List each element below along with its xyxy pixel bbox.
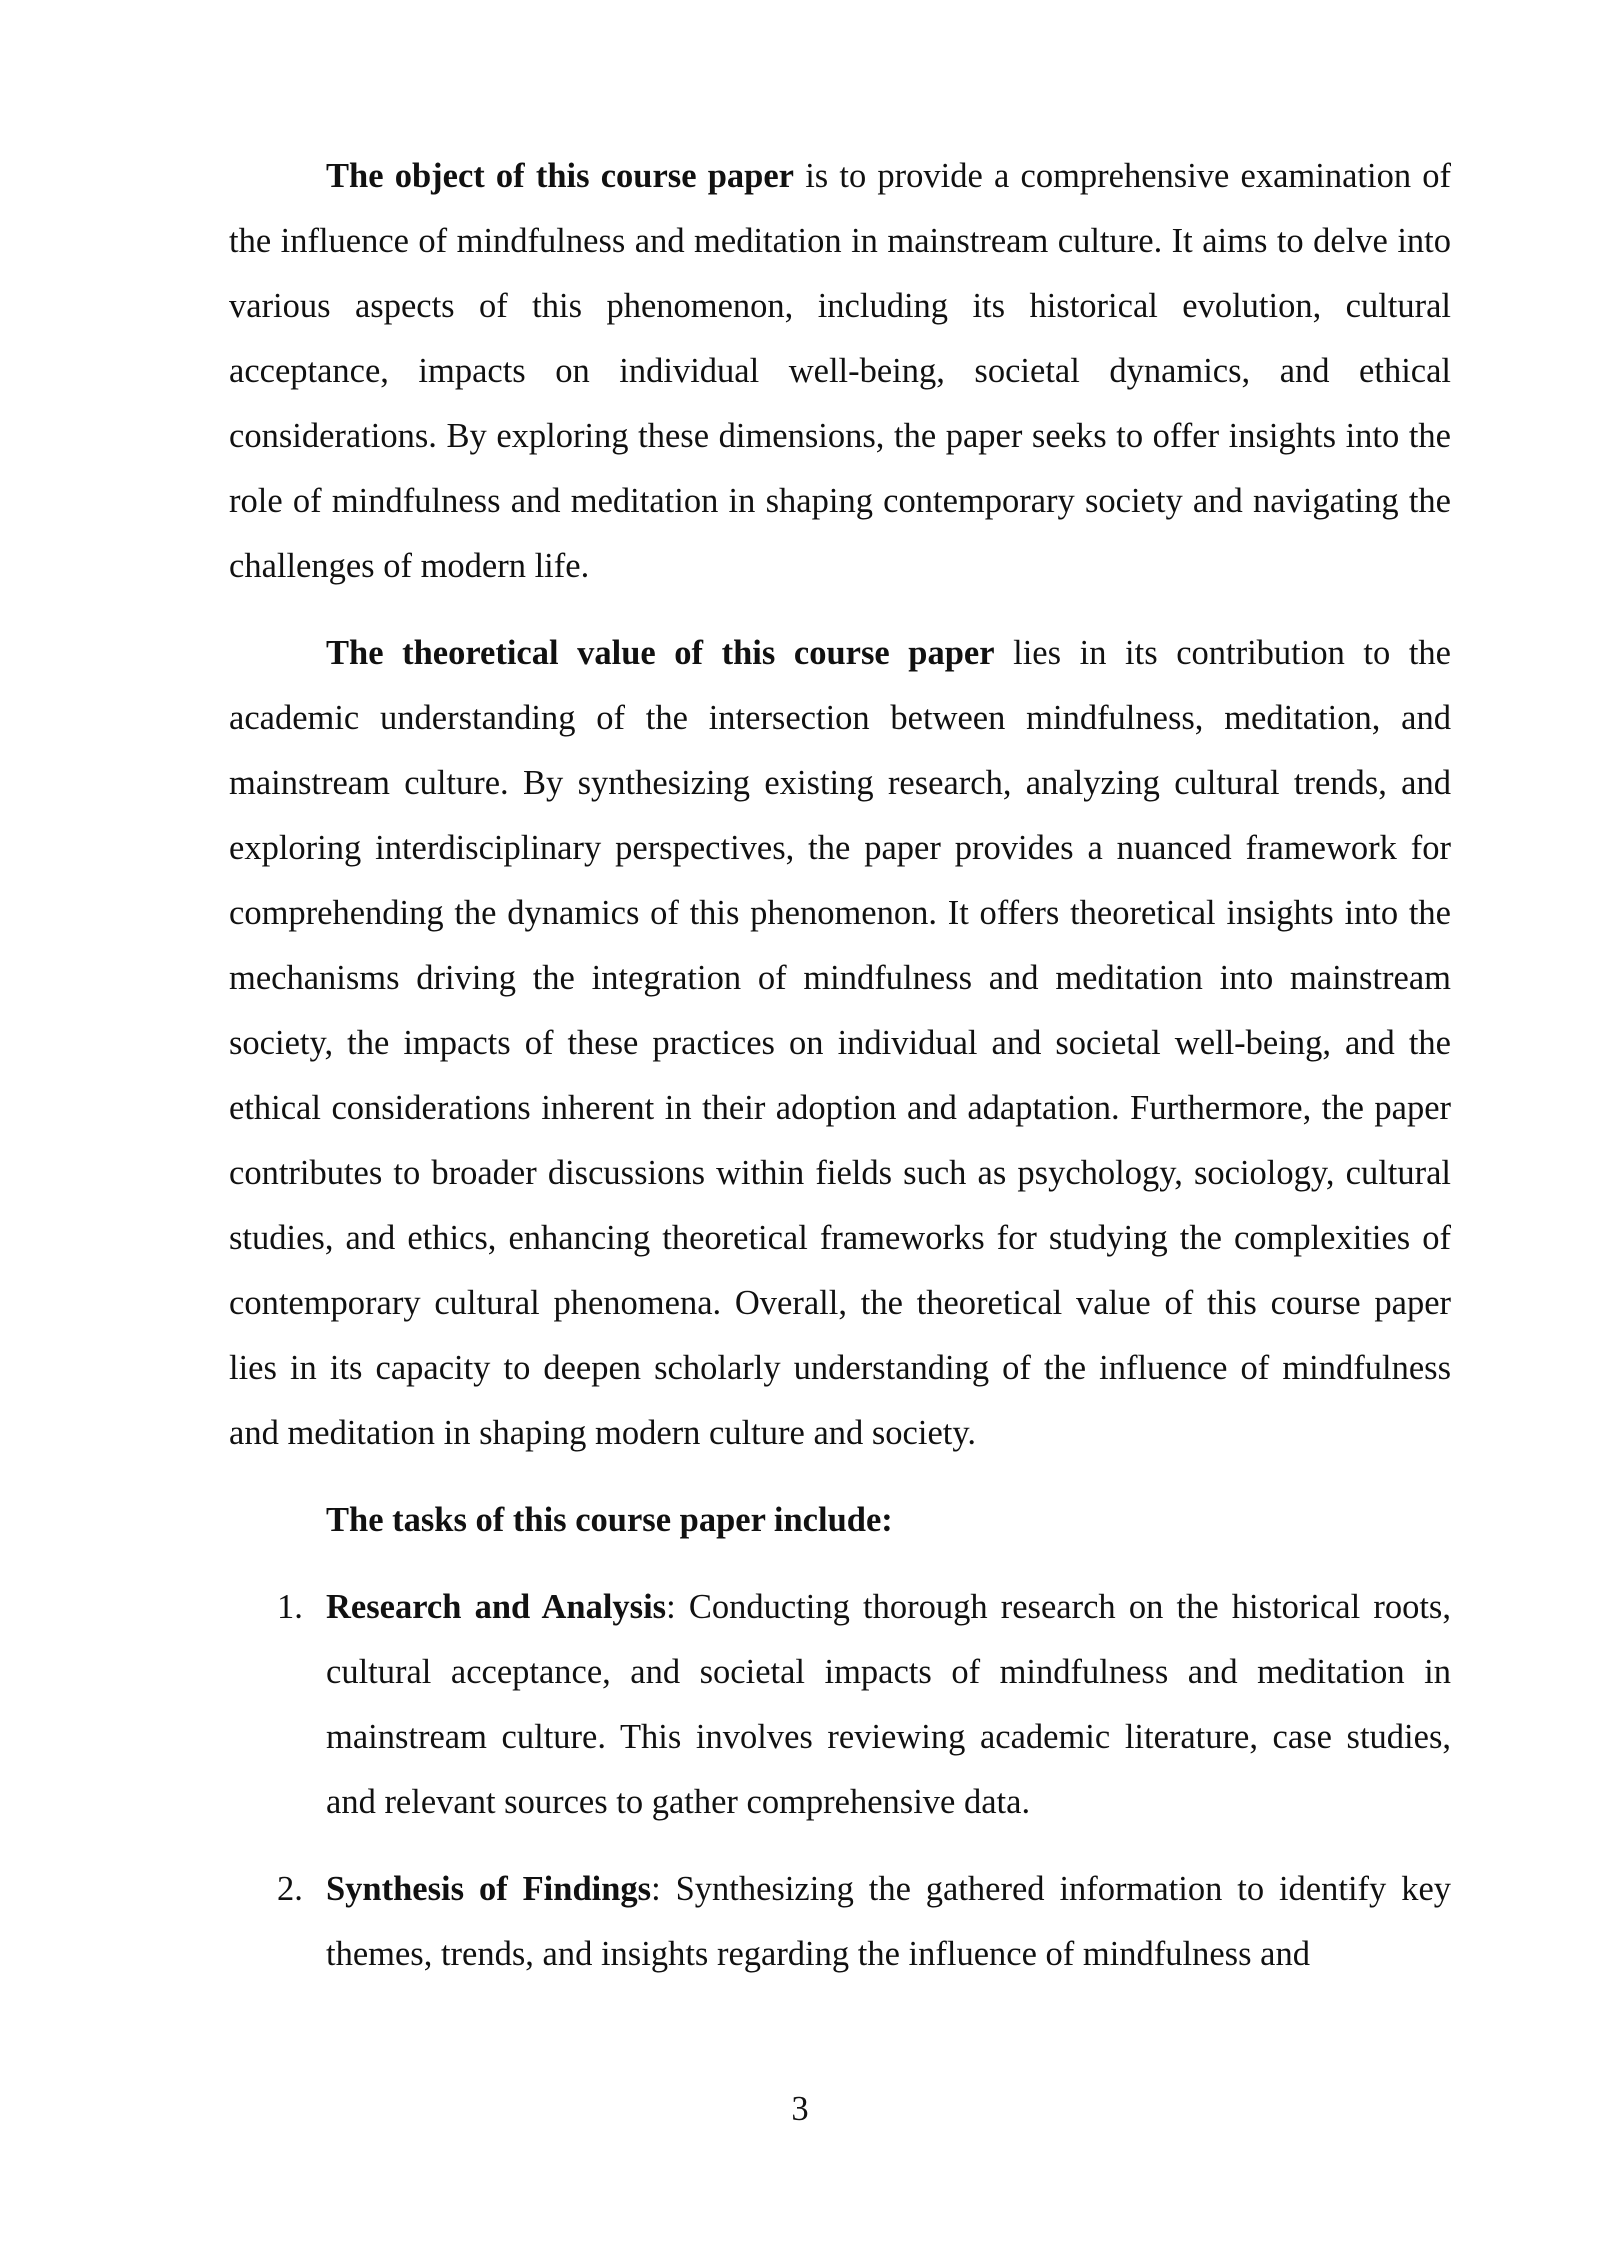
- paragraph-theoretical-value-lead: The theoretical value of this course paper: [326, 634, 995, 672]
- tasks-heading: The tasks of this course paper include:: [326, 1501, 893, 1539]
- page-content: [229, 144, 1451, 2009]
- paragraph-object-body: is to provide a comprehensive examination of the influence of mindfulness and meditation in mainstream culture. It aims to delve into various aspects of this phenomenon, including its historical evolution, cultural acceptance, impacts on individual well-being, societal dynamics, and ethical considerations. By exploring these dimensions, the paper seeks to offer insights into the role of mindfulness and meditation in shaping contemporary society and navigating the challenges of modern life.: [229, 157, 1451, 585]
- list-item-body: : Synthesizing the gathered information to identify key themes, trends, and insights regarding the influence of mindfulness and: [326, 1870, 1452, 1973]
- paragraph-theoretical-value: [229, 621, 1451, 1466]
- list-item: [229, 1857, 1451, 1987]
- list-item-lead: Research and Analysis: [326, 1588, 667, 1626]
- paragraph-object-lead: The object of this course paper: [326, 157, 794, 195]
- list-item-body: : Conducting thorough research on the historical roots, cultural acceptance, and societal impacts of mindfulness and meditation in mainstream culture. This involves reviewing academic literature, case studies, and relevant sources to gather comprehensive data.: [326, 1588, 1451, 1821]
- page-number: 3: [791, 2090, 809, 2128]
- list-item: [229, 1575, 1451, 1835]
- list-item-lead: Synthesis of Findings: [326, 1870, 652, 1908]
- list-item-number: 1.: [277, 1588, 303, 1626]
- tasks-list: [229, 1575, 1451, 1987]
- paragraph-object: [229, 144, 1451, 599]
- list-item-number: 2.: [277, 1870, 303, 1908]
- paragraph-theoretical-value-body: lies in its contribution to the academic understanding of the intersection between mindfulness, meditation, and mainstream culture. By synthesizing existing research, analyzing cultural trends, and exploring interdisciplinary perspectives, the paper provides a nuanced framework for comprehending the dynamics of this phenomenon. It offers theoretical insights into the mechanisms driving the integration of mindfulness and meditation into mainstream society, the impacts of these practices on individual and societal well-being, and the ethical considerations inherent in their adoption and adaptation. Furthermore, the paper contributes to broader discussions within fields such as psychology, sociology, cultural studies, and ethics, enhancing theoretical frameworks for studying the complexities of contemporary cultural phenomena. Overall, the theoretical value of this course paper lies in its capacity to deepen scholarly understanding of the influence of mindfulness and meditation in shaping modern culture and society.: [229, 634, 1451, 1452]
